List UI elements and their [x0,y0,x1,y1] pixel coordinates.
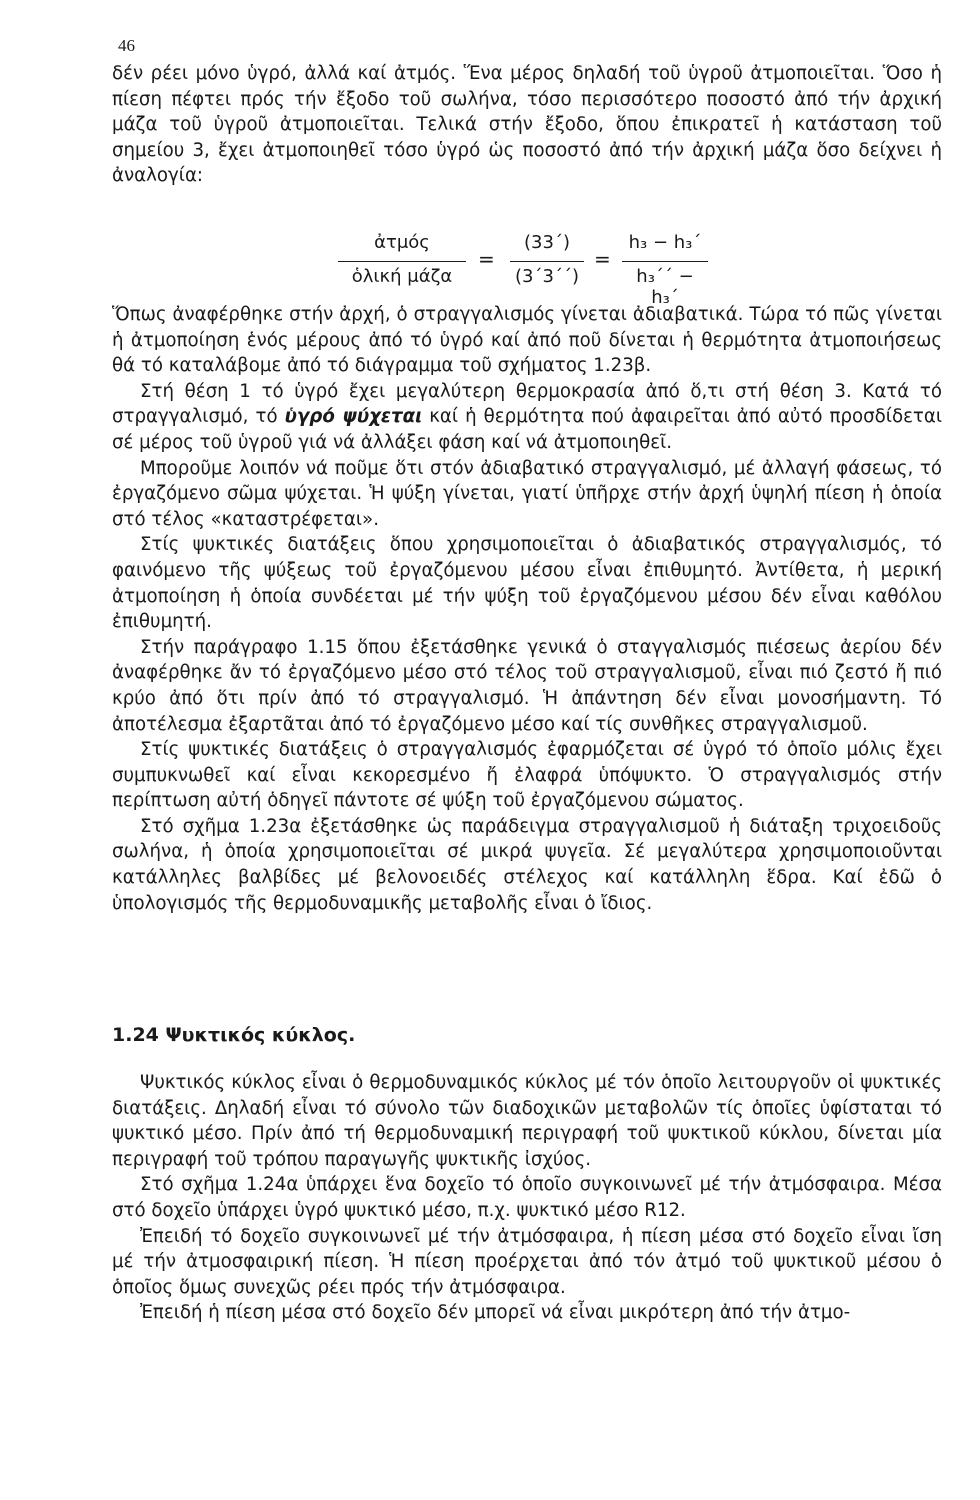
section-heading: 1.24 Ψυκτικός κύκλος. [112,1024,356,1046]
page-number: 46 [118,36,135,55]
equals-sign: = [594,247,611,271]
text-block-throttling [112,302,942,916]
fraction-bar [622,261,708,262]
fraction-vapor-over-total-mass [338,228,466,292]
paragraph-text: καί ἡ θερμότητα πού ἀφαιρεῖται ἀπό αὐτό προσδίδεται σέ μέρος τοῦ ὑγροῦ γιά νά ἀλλάξει φάση καί νά ἀτμοποιηθεῖ. [112,406,942,453]
equation-ratio [0,228,980,308]
paragraph-text: Στή θέση 1 τό ὑγρό ἔχει μεγαλύτερη θερμοκρασία ἀπό ὅ,τι στή θέση 3. Κατά τό στραγγαλισμό, τό [112,380,942,428]
text-block-refrigeration-cycle [112,1070,942,1326]
fraction-numerator: ἀτμός [374,232,430,253]
fraction-numerator: h₃ − h₃΄ [628,232,702,253]
fraction-denominator: (3΄3΄΄) [515,266,579,287]
paragraph: δέν ρέει μόνο ὑγρό, ἀλλά καί ἀτμός. Ἕνα μέρος δηλαδή τοῦ ὑγροῦ ἀτμοποιεῖται. Ὅσο ἡ πίεση πέφτει πρός τήν ἔξοδο τοῦ σωλήνα, τόσο περισσότερο ποσοστό ἀπό τήν ἀρχική μάζα τοῦ ὑγροῦ ἀτμοποιεῖται. Τελικά στήν ἔξοδο, ὅπου ἐπικρατεῖ ἡ κατάσταση τοῦ σημείου 3, ἔχει ἀτμοποιηθεῖ τόσο ὑγρό ὡς ποσοστό ἀπό τήν ἀρχική μάζα ὅσο δείχνει ἡ ἀναλογία: [112,63,942,187]
paragraph [112,379,942,456]
fraction-bar [510,261,584,262]
fraction-segment-ratio [510,228,584,292]
paragraph: Στίς ψυκτικές διατάξεις ὁ στραγγαλισμός ἐφαρμόζεται σέ ὑγρό τό ὁποῖο μόλις ἔχει συμπυκνωθεῖ καί εἶναι κεκορεσμένο ἤ ἐλαφρά ὑπόψυκτο. Ὁ στραγγαλισμός στήν περίπτωση αὐτή ὁδηγεῖ πάντοτε σέ ψύξη τοῦ ἐργαζόμενου σώματος. [112,739,942,812]
paragraph: Ψυκτικός κύκλος εἶναι ὁ θερμοδυναμικός κύκλος μέ τόν ὁποῖο λειτουργοῦν οἱ ψυκτικές διατάξεις. Δηλαδή εἶναι τό σύνολο τῶν διαδοχικῶν μεταβολῶν τίς ὁποῖες ὑφίσταται τό ψυκτικό μέσο. Πρίν ἀπό τή θερμοδυναμική περιγραφή τοῦ ψυκτικοῦ κύκλου, δίνεται μία περιγραφή τοῦ τρόπου παραγωγῆς ψυκτικῆς ἰσχύος. [112,1072,942,1170]
paragraph: Ἐπειδή ἡ πίεση μέσα στό δοχεῖο δέν μπορεῖ νά εἶναι μικρότερη ἀπό τήν ἀτμο- [140,1302,851,1324]
paragraph: Στό σχῆμα 1.23α ἐξετάσθηκε ὡς παράδειγμα στραγγαλισμοῦ ἡ διάταξη τριχοειδοῦς σωλήνα, ἡ ὁποία χρησιμοποιεῖται σέ μικρά ψυγεῖα. Σέ μεγαλύτερα χρησιμοποιοῦνται κατάλληλες βαλβίδες μέ βελονοειδές στέλεχος καί κατάλληλη ἕδρα. Καί ἐδῶ ὁ ὑπολογισμός τῆς θερμοδυναμικῆς μεταβολῆς εἶναι ὁ ἴδιος. [112,815,942,914]
paragraph: Ὅπως ἀναφέρθηκε στήν ἀρχή, ὁ στραγγαλισμός γίνεται ἀδιαβατικά. Τώρα τό πῶς γίνεται ἡ ἀτμοποίηση ἑνός μέρους ἀπό τό ὑγρό καί ἀπό ποῦ δίνεται ἡ θερμότητα ἀτμοποιήσεως θά τό καταλάβομε ἀπό τό διάγραμμα τοῦ σχήματος 1.23β. [112,304,942,377]
paragraph: Στίς ψυκτικές διατάξεις ὅπου χρησιμοποιεῖται ὁ ἀδιαβατικός στραγγαλισμός, τό φαινόμενο τῆς ψύξεως τοῦ ἐργαζόμενου μέσου εἶναι ἐπιθυμητό. Ἀντίθετα, ἡ μερική ἀτμοποίηση ἡ ὁποία συνδέεται μέ τήν ψύξη τοῦ ἐργαζόμενου μέσου δέν εἶναι καθόλου ἐπιθυμητή. [112,534,942,633]
emphasis-text: ὑγρό ψύχεται [284,406,423,428]
fraction-denominator: h₃΄΄ − h₃΄ [636,266,694,308]
equals-sign: = [478,247,495,271]
paragraph: Στό σχῆμα 1.24α ὑπάρχει ἕνα δοχεῖο τό ὁποῖο συγκοινωνεῖ μέ τήν ἀτμόσφαιρα. Μέσα στό δοχεῖο ὑπάρχει ὑγρό ψυκτικό μέσο, π.χ. ψυκτικό μέσο R12. [112,1174,942,1221]
fraction-numerator: (33΄) [524,232,570,253]
paragraph: Ἐπειδή τό δοχεῖο συγκοινωνεῖ μέ τήν ἀτμόσφαιρα, ἡ πίεση μέσα στό δοχεῖο εἶναι ἴση μέ τήν ἀτμοσφαιρική πίεση. Ἡ πίεση προέρχεται ἀπό τόν ἀτμό τοῦ ψυκτικοῦ μέσου ὁ ὁποῖος ὅμως συνεχῶς ρέει πρός τήν ἀτμόσφαιρα. [112,1225,942,1298]
paragraph: Στήν παράγραφο 1.15 ὅπου ἐξετάσθηκε γενικά ὁ σταγγαλισμός πιέσεως ἀερίου δέν ἀναφέρθηκε ἄν τό ἐργαζόμενο μέσο στό τέλος τοῦ στραγγαλισμοῦ, εἶναι πιό ζεστό ἤ πιό κρύο ἀπό ὅτι πρίν ἀπό τό στραγγαλισμό. Ἡ ἀπάντηση δέν εἶναι μονοσήμαντη. Τό ἀποτέλεσμα ἐξαρτᾶται ἀπό τό ἐργαζόμενο μέσο καί τίς συνθῆκες στραγγαλισμοῦ. [112,636,942,735]
fraction-bar [338,261,466,262]
fraction-enthalpy-ratio [622,228,708,308]
fraction-denominator: ὁλική μάζα [351,266,453,287]
text-block-intro [112,61,942,189]
paragraph: Μποροῦμε λοιπόν νά ποῦμε ὅτι στόν ἀδιαβατικό στραγγαλισμό, μέ ἀλλαγή φάσεως, τό ἐργαζόμενο σῶμα ψύχεται. Ἡ ψύξη γίνεται, γιατί ὑπῆρχε στήν ἀρχή ὑψηλή πίεση ἡ ὁποία στό τέλος «καταστρέφεται». [112,457,942,530]
